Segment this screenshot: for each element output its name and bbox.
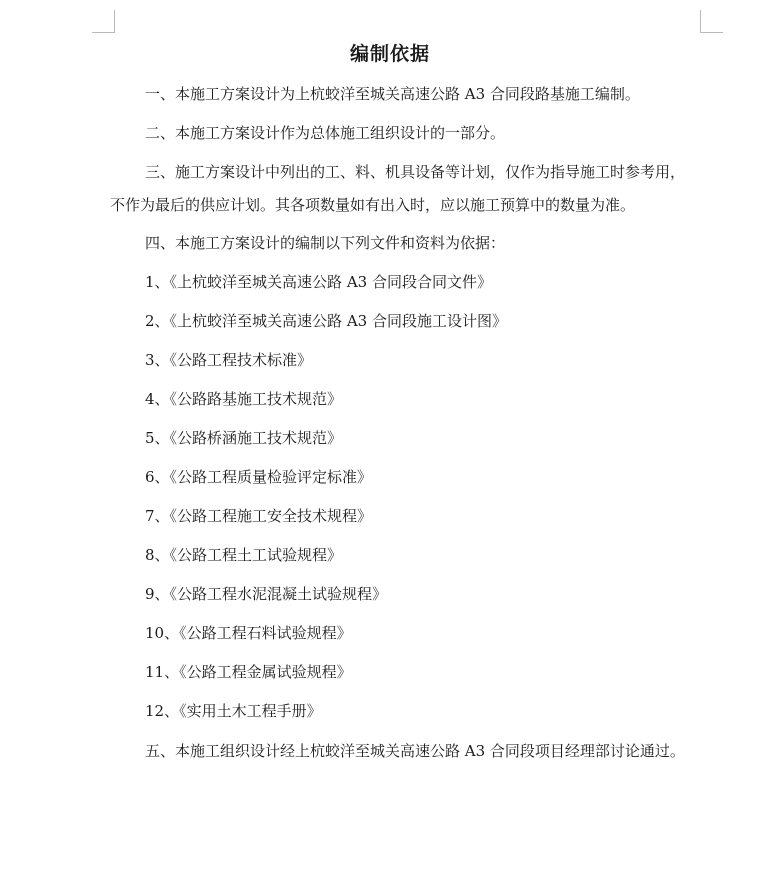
reference-item-4: 4、《公路路基施工技术规范》 <box>145 390 343 408</box>
paragraph-4: 四、本施工方案设计的编制以下列文件和资料为依据： <box>145 234 506 252</box>
reference-item-3: 3、《公路工程技术标准》 <box>145 351 313 369</box>
reference-item-9: 9、《公路工程水泥混凝土试验规程》 <box>145 585 388 603</box>
paragraph-5: 五、本施工组织设计经上杭蛟洋至城关高速公路 A3 合同段项目经理部讨论通过。 <box>145 742 685 760</box>
paragraph-3-line-1: 三、施工方案设计中列出的工、料、机具设备等计划，仅作为指导施工时参考用， <box>145 163 686 181</box>
reference-item-11: 11、《公路工程金属试验规程》 <box>145 663 352 681</box>
paragraph-1: 一、本施工方案设计为上杭蛟洋至城关高速公路 A3 合同段路基施工编制。 <box>145 85 640 103</box>
reference-item-10: 10、《公路工程石料试验规程》 <box>145 624 352 642</box>
paragraph-3-line-2: 不作为最后的供应计划。其各项数量如有出入时，应以施工预算中的数量为准。 <box>110 196 636 214</box>
reference-item-7: 7、《公路工程施工安全技术规程》 <box>145 507 373 525</box>
reference-item-5: 5、《公路桥涵施工技术规范》 <box>145 429 343 447</box>
page-title: 编制依据 <box>349 43 430 65</box>
reference-item-12: 12、《实用土木工程手册》 <box>145 702 322 720</box>
paragraph-3 <box>0 162 780 215</box>
reference-item-2: 2、《上杭蛟洋至城关高速公路 A3 合同段施工设计图》 <box>145 312 507 330</box>
reference-item-1: 1、《上杭蛟洋至城关高速公路 A3 合同段合同文件》 <box>145 273 492 291</box>
margin-corner-top-right <box>700 10 723 33</box>
reference-item-8: 8、《公路工程土工试验规程》 <box>145 546 343 564</box>
paragraph-2: 二、本施工方案设计作为总体施工组织设计的一部分。 <box>145 124 506 142</box>
reference-item-6: 6、《公路工程质量检验评定标准》 <box>145 468 373 486</box>
margin-corner-top-left <box>92 10 115 33</box>
